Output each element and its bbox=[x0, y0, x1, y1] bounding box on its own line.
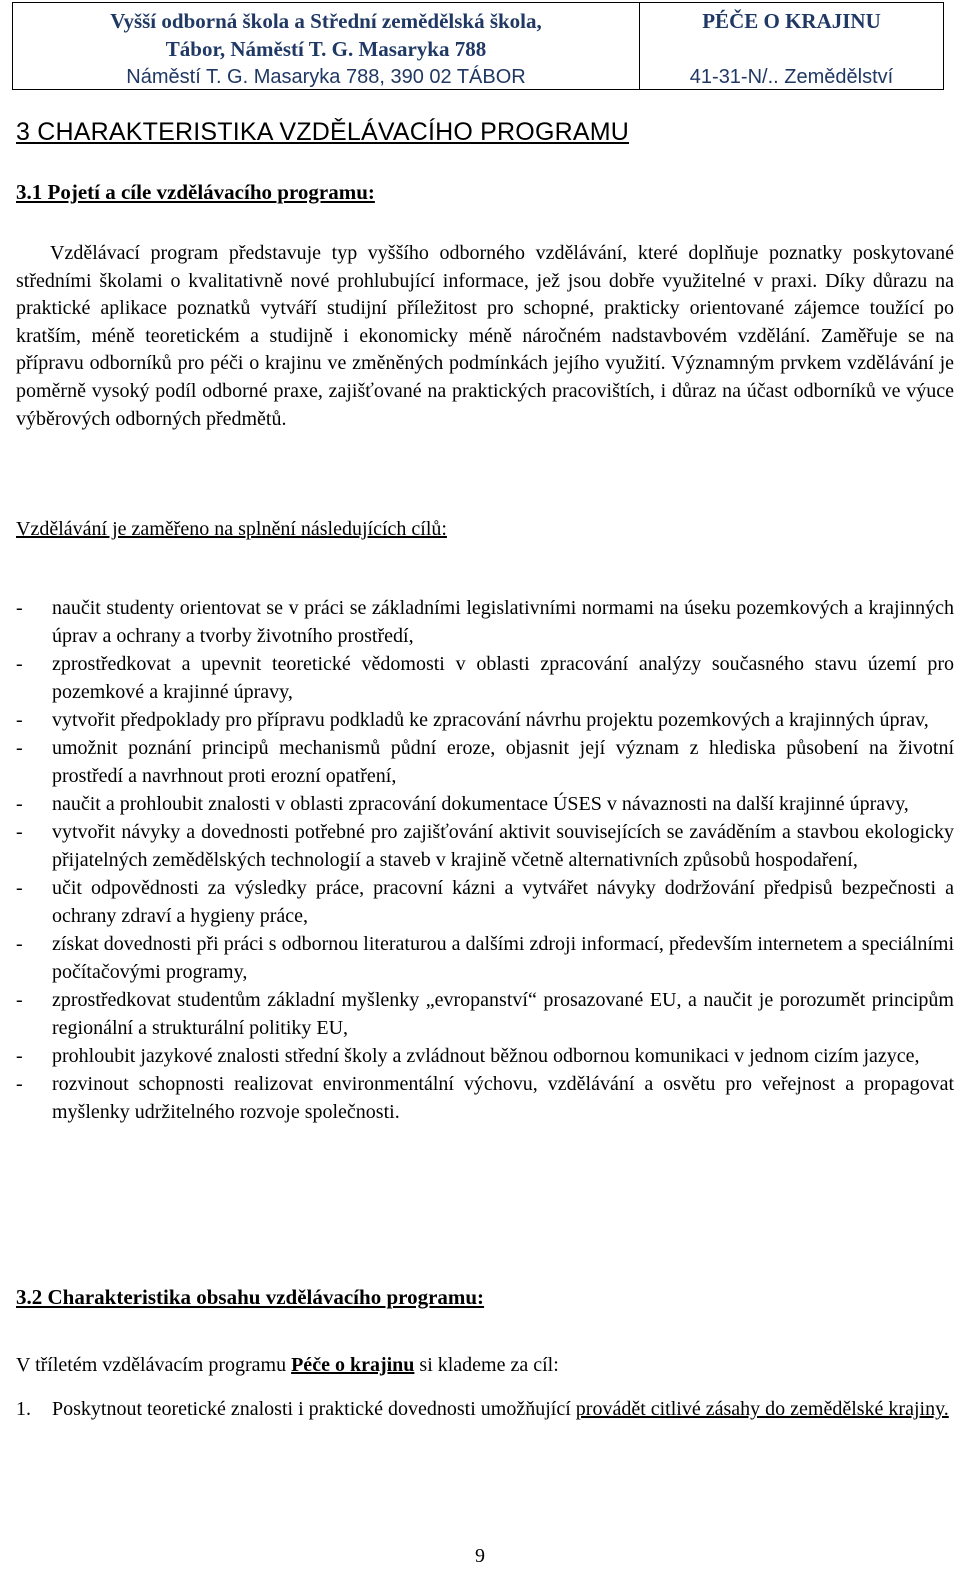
page-header bbox=[12, 2, 944, 90]
goals-heading: Vzdělávání je zaměřeno na splnění následujících cílů: bbox=[16, 518, 447, 540]
section-3-1-title: 3.1 Pojetí a cíle vzdělávacího programu: bbox=[16, 180, 375, 204]
section-3-2-intro: V tříletém vzdělávacím programu Péče o krajinu si klademe za cíl: bbox=[16, 1354, 559, 1376]
header-address: Náměstí T. G. Masaryka 788, 390 02 TÁBOR bbox=[126, 66, 526, 88]
header-program-code: 41-31-N/.. Zemědělství bbox=[689, 66, 894, 88]
list-item: - rozvinout schopnosti realizovat environmentální výchovu, vzdělávání a osvětu pro veřejnost a propagovat myšlenky udržitelného rozvoje společnosti. bbox=[16, 1073, 954, 1123]
header-program-title: PÉČE O KRAJINU bbox=[702, 9, 881, 33]
header-school-line1: Vyšší odborná škola a Střední zemědělská škola, bbox=[110, 9, 542, 33]
list-item: - zprostředkovat a upevnit teoretické vědomosti v oblasti zpracování analýzy současného stavu území pro pozemkové a krajinné úpravy, bbox=[16, 653, 954, 703]
list-item: - umožnit poznání principů mechanismů půdní eroze, objasnit její význam z hlediska působení na životní prostředí a navrhnout proti erozní opatření, bbox=[16, 737, 954, 787]
list-item: - vytvořit předpoklady pro přípravu podkladů ke zpracování návrhu projektu pozemkových a krajinných úprav, bbox=[16, 709, 929, 731]
list-item: - vytvořit návyky a dovednosti potřebné pro zajišťování aktivit souvisejících se zaváděním a stavbou ekologicky přijatelných zemědělských technologií a staveb v krajině včetně alternativních způsobů hospodaření, bbox=[16, 821, 954, 871]
header-school-cell bbox=[13, 3, 640, 89]
section-3-2-title: 3.2 Charakteristika obsahu vzdělávacího programu: bbox=[16, 1285, 485, 1309]
goals-list bbox=[16, 594, 954, 1126]
program-name: Péče o krajinu bbox=[291, 1354, 415, 1376]
section-3-1-paragraph: Vzdělávací program představuje typ vyššího odborného vzdělávání, které doplňuje poznatky poskytované středními školami o kvalitativně nové prohlubující informace, jež jsou dobře využitelné v praxi. Díky důrazu na praktické aplikace poznatků vytváří studijní příležitost pro schopné, prakticky orientované zájemce toužící po kratším, méně teoretickém a studijně i ekonomicky méně náročném nadstavbovém vzdělání. Zaměřuje se na přípravu odborníků pro péči o krajinu ve změněných podmínkách jejího využití. Významným prvkem vzdělávání je poměrně vysoký podíl odborné praxe, zajišťované na praktických pracovištích, i důraz na účast odborníků ve výuce výběrových odborných předmětů. bbox=[16, 242, 954, 430]
list-item: - naučit studenty orientovat se v práci se základními legislativními normami na úseku pozemkových a krajinných úprav a ochrany a tvorby životního prostředí, bbox=[16, 597, 954, 647]
header-school-line2: Tábor, Náměstí T. G. Masaryka 788 bbox=[165, 37, 487, 61]
header-program-cell bbox=[640, 3, 943, 89]
chapter-title: 3 CHARAKTERISTIKA VZDĚLÁVACÍHO PROGRAMU bbox=[16, 118, 630, 146]
list-item: - zprostředkovat studentům základní myšlenky „evropanství“ prosazované EU, a naučit je porozumět principům regionální a strukturální politiky EU, bbox=[16, 989, 954, 1039]
list-item: - učit odpovědnosti za výsledky práce, pracovní kázni a vytvářet návyky dodržování předpisů bezpečnosti a ochrany zdraví a hygieny práce, bbox=[16, 877, 954, 927]
list-item: - naučit a prohloubit znalosti v oblasti zpracování dokumentace ÚSES v návaznosti na další krajinné úpravy, bbox=[16, 793, 909, 815]
page-number: 9 bbox=[475, 1545, 485, 1567]
list-item: - získat dovednosti při práci s odbornou literaturou a dalšími zdroji informací, především internetem a speciálními počítačovými programy, bbox=[16, 933, 954, 983]
numbered-item-1: 1. Poskytnout teoretické znalosti i praktické dovednosti umožňující provádět citlivé zásahy do zemědělské krajiny. bbox=[16, 1398, 949, 1420]
list-item: - prohloubit jazykové znalosti střední školy a zvládnout běžnou odbornou komunikaci v jednom cizím jazyce, bbox=[16, 1045, 920, 1067]
